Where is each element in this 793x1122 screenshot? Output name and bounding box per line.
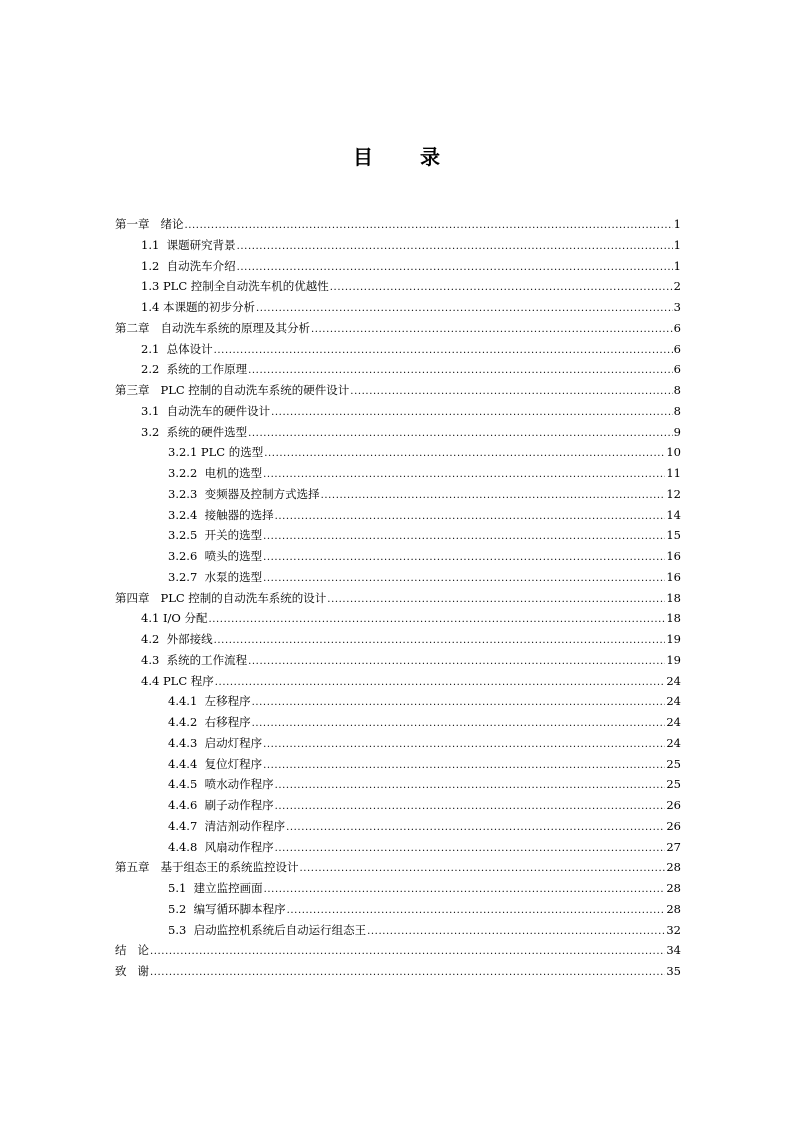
toc-entry [115, 880, 681, 901]
toc-entry [115, 922, 681, 943]
toc-entry-text: 1.3 PLC 控制全自动洗车机的优越性 [141, 279, 329, 294]
toc-entry [115, 569, 681, 590]
toc-page-number: 1 [673, 237, 681, 252]
toc-page-number: 24 [666, 735, 681, 750]
toc-entry [115, 486, 681, 507]
toc-entry-text: 结 论 [115, 943, 149, 958]
toc-leader-dots [271, 407, 673, 418]
toc-entry [115, 818, 681, 839]
toc-entry-text: 4.4.4 复位灯程序 [168, 756, 263, 771]
toc-entry-text: 5.1 建立监控画面 [168, 881, 263, 895]
toc-page-number: 14 [666, 507, 681, 522]
toc-entry-text: 4.2 外部接线 [141, 632, 213, 646]
toc-page-number: 25 [666, 756, 681, 771]
toc-entry [115, 299, 681, 320]
toc-entry [115, 237, 681, 258]
toc-page-number: 26 [666, 818, 681, 833]
toc-entry-text: 4.4.5 喷水动作程序 [168, 777, 274, 792]
toc-page-number: 1 [673, 258, 681, 273]
toc-entry [115, 444, 681, 465]
toc-entry [115, 507, 681, 528]
toc-leader-dots [287, 905, 666, 916]
toc-leader-dots [150, 946, 665, 957]
toc-leader-dots [275, 843, 666, 854]
toc-page-number: 24 [666, 673, 681, 688]
toc-leader-dots [214, 635, 666, 646]
toc-leader-dots [252, 697, 666, 708]
toc-page-number: 28 [666, 881, 681, 895]
toc-entry [115, 735, 681, 756]
toc-page-number: 35 [666, 964, 681, 978]
toc-entry [115, 652, 681, 673]
toc-leader-dots [263, 552, 665, 563]
toc-page-number: 15 [666, 528, 681, 543]
toc-leader-dots [264, 448, 665, 459]
toc-entry [115, 341, 681, 362]
toc-page-number: 16 [666, 569, 681, 584]
toc-leader-dots [275, 780, 666, 791]
toc-leader-dots [327, 594, 665, 605]
toc-page-number: 24 [666, 715, 681, 729]
toc-entry [115, 673, 681, 694]
toc-page-number: 28 [666, 860, 681, 875]
toc-leader-dots [264, 884, 666, 895]
toc-entry-text: 4.4.1 左移程序 [168, 694, 251, 709]
page-title: 目 录 [353, 145, 460, 169]
toc-entry [115, 963, 681, 984]
toc-entry [115, 424, 681, 445]
toc-leader-dots [321, 490, 666, 501]
toc-leader-dots [184, 220, 672, 231]
toc-entry-text: 1.4 本课题的初步分析 [141, 300, 255, 314]
table-of-contents [115, 216, 681, 984]
toc-entry-text: 第二章 自动洗车系统的原理及其分析 [115, 320, 310, 335]
toc-leader-dots [275, 511, 666, 522]
toc-entry [115, 216, 681, 237]
toc-page-number: 26 [666, 798, 681, 812]
toc-entry [115, 631, 681, 652]
toc-entry-text: 第四章 PLC 控制的自动洗车系统的设计 [115, 590, 327, 605]
toc-entry [115, 942, 681, 963]
toc-page-number: 6 [673, 341, 681, 356]
toc-leader-dots [311, 324, 673, 335]
toc-page-number: 1 [673, 217, 681, 231]
toc-leader-dots [263, 469, 665, 480]
toc-entry-text: 2.2 系统的工作原理 [141, 362, 248, 377]
toc-entry-text: 5.2 编写循环脚本程序 [168, 901, 286, 916]
toc-entry-text: 3.2 系统的硬件选型 [141, 424, 248, 439]
toc-page-number: 25 [666, 777, 681, 792]
toc-entry-text: 致 谢 [115, 964, 149, 978]
toc-page-number: 6 [673, 320, 681, 335]
toc-page-number: 34 [666, 943, 681, 958]
toc-leader-dots [252, 718, 666, 729]
toc-leader-dots [263, 760, 665, 771]
toc-entry-text: 4.4.7 清洁剂动作程序 [168, 818, 286, 833]
toc-page-number: 6 [673, 362, 681, 377]
toc-entry [115, 776, 681, 797]
toc-leader-dots [330, 282, 673, 293]
toc-leader-dots [263, 531, 665, 542]
toc-entry-text: 3.2.1 PLC 的选型 [168, 445, 264, 460]
toc-page-number: 8 [673, 383, 681, 397]
toc-leader-dots [256, 303, 673, 314]
toc-page-number: 27 [666, 839, 681, 854]
toc-entry-text: 3.2.4 接触器的选择 [168, 507, 274, 522]
toc-entry-text: 第五章 基于组态王的系统监控设计 [115, 860, 299, 875]
toc-entry-text: 4.3 系统的工作流程 [141, 652, 248, 667]
toc-entry-text: 1.1 课题研究背景 [141, 237, 236, 252]
toc-page-number: 3 [673, 300, 681, 314]
toc-entry [115, 258, 681, 279]
toc-page-number: 11 [666, 466, 681, 480]
toc-leader-dots [248, 428, 673, 439]
toc-leader-dots [367, 926, 665, 937]
toc-entry-text: 3.2.5 开关的选型 [168, 528, 263, 543]
toc-entry [115, 382, 681, 403]
toc-leader-dots [350, 386, 672, 397]
toc-leader-dots [214, 345, 673, 356]
toc-entry [115, 320, 681, 341]
toc-page-number: 12 [666, 486, 681, 501]
toc-entry-text: 1.2 自动洗车介绍 [141, 258, 236, 273]
toc-entry [115, 756, 681, 777]
toc-entry-text: 第一章 绪论 [115, 217, 184, 231]
toc-entry-text: 4.4.6 刷子动作程序 [168, 798, 274, 812]
toc-leader-dots [263, 573, 665, 584]
toc-leader-dots [237, 262, 673, 273]
toc-page-number: 9 [673, 424, 681, 439]
toc-page-number: 18 [666, 590, 681, 605]
toc-entry-text: 3.2.7 水泵的选型 [168, 569, 263, 584]
toc-entry [115, 839, 681, 860]
toc-page-number: 10 [666, 445, 681, 460]
toc-entry [115, 465, 681, 486]
toc-entry [115, 590, 681, 611]
toc-page-number: 2 [673, 279, 681, 294]
toc-entry [115, 901, 681, 922]
toc-entry-text: 2.1 总体设计 [141, 341, 213, 356]
toc-leader-dots [286, 822, 665, 833]
toc-page-number: 24 [666, 694, 681, 709]
toc-entry [115, 797, 681, 818]
toc-leader-dots [150, 967, 665, 978]
toc-page-number: 32 [666, 922, 681, 937]
toc-leader-dots [248, 656, 665, 667]
toc-entry-text: 5.3 启动监控机系统后自动运行组态王 [168, 922, 367, 937]
toc-entry-text: 4.4 PLC 程序 [141, 673, 214, 688]
toc-leader-dots [215, 677, 666, 688]
toc-entry-text: 4.1 I/O 分配 [141, 611, 208, 626]
toc-entry-text: 3.2.3 变频器及控制方式选择 [168, 486, 320, 501]
toc-entry-text: 4.4.2 右移程序 [168, 715, 251, 729]
toc-leader-dots [237, 241, 673, 252]
toc-entry-text: 4.4.8 风扇动作程序 [168, 839, 274, 854]
toc-entry [115, 361, 681, 382]
toc-entry [115, 527, 681, 548]
toc-leader-dots [275, 801, 666, 812]
toc-page-number: 19 [666, 632, 681, 646]
toc-entry-text: 3.2.6 喷头的选型 [168, 549, 263, 563]
toc-entry [115, 278, 681, 299]
toc-leader-dots [299, 863, 665, 874]
toc-entry-text: 3.2.2 电机的选型 [168, 466, 263, 480]
toc-entry-text: 4.4.3 启动灯程序 [168, 735, 263, 750]
toc-entry [115, 714, 681, 735]
toc-entry-text: 第三章 PLC 控制的自动洗车系统的硬件设计 [115, 383, 350, 397]
toc-entry [115, 859, 681, 880]
toc-page-number: 18 [666, 611, 681, 626]
toc-entry [115, 548, 681, 569]
toc-leader-dots [248, 365, 673, 376]
toc-entry [115, 610, 681, 631]
toc-page-number: 16 [666, 549, 681, 563]
toc-page-number: 8 [673, 403, 681, 418]
toc-page-number: 28 [666, 901, 681, 916]
toc-entry [115, 693, 681, 714]
toc-entry [115, 403, 681, 424]
toc-entry-text: 3.1 自动洗车的硬件设计 [141, 403, 271, 418]
toc-page-number: 19 [666, 652, 681, 667]
toc-leader-dots [263, 739, 665, 750]
toc-leader-dots [208, 614, 665, 625]
